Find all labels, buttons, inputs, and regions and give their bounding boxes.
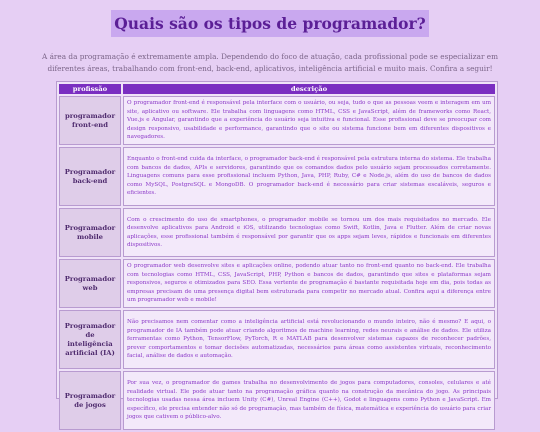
- profession-cell: programador front-end: [59, 96, 121, 145]
- profession-cell: Programador web: [59, 259, 121, 308]
- description-cell: Com o crescimento do uso de smartphones, o programador mobile se tornou um dos mais requisitados no mercado. Ele desenvolve aplicativos para Android e iOS, utilizando tecnologias como Swift, Kotlin, Java e Flutter. Além de criar novas aplicações, esse profissional também é responsável por garantir que os apps sejam leves, rápidos e funcionais em diferentes dispositivos.: [123, 208, 495, 257]
- description-cell: O programador front-end é responsável pela interface com o usuário, ou seja, tudo o que as pessoas veem e interagem em um site, aplicativo ou software. Ele trabalha com linguagens como HTML, CSS e JavaScript, além de frameworks como React, Vue.js e Angular, garantindo que a experiência do usuário seja intuitiva e funcional. Esse profissional deve se preocupar com design responsivo, usabilidade e performance, garantindo que o site ou sistema funcione bem em diferentes dispositivos e navegadores.: [123, 96, 495, 145]
- table-row: [59, 371, 495, 430]
- description-cell: Enquanto o front-end cuida da interface, o programador back-end é responsável pela estrutura interna do sistema. Ele trabalha com bancos de dados, APIs e servidores, garantindo que os comandos dados pelo usuário sejam processados corretamente. Linguagens comuns para esse profissional incluem Python, Java, PHP, Ruby, C# e Node.js, além do uso de bancos de dados como MySQL, PostgreSQL e MongoDB. O programador back-end é necessário para criar sistemas escaláveis, seguros e eficientes.: [123, 147, 495, 206]
- description-cell: Não precisamos nem comentar como a inteligência artificial está revolucionando o mundo inteiro, não é mesmo? E aqui, o programador de IA também pode atuar criando algoritmos de machine learning, redes neurais e análise de dados. Ele utiliza ferramentas como Python, TensorFlow, PyTorch, R e MATLAB para desenvolver sistemas capazes de reconhecer padrões, prever comportamentos e tomar decisões automatizadas, necessários para áreas como assistentes virtuais, reconhecimento facial, análise de dados e automação.: [123, 310, 495, 369]
- table-row: [59, 208, 495, 257]
- profession-cell: Programador back-end: [59, 147, 121, 206]
- column-header-profissao: profissão: [59, 84, 121, 94]
- description-cell: O programador web desenvolve sites e aplicações online, podendo atuar tanto no front-end quanto no back-end. Ele trabalha com tecnologias como HTML, CSS, JavaScript, PHP, Python e bancos de dados, garantindo que sites e plataformas sejam responsivos, seguros e otimizados para SEO. Essa vertente de programação é bastante requisitada hoje em dia, pois todas as empresas precisam de uma presença digital bem estruturada para competir no mercado atual. Confira aqui a diferença entre um programador web e mobile!: [123, 259, 495, 308]
- table-row: [59, 259, 495, 308]
- profession-cell: Programador de inteligência artificial (IA): [59, 310, 121, 369]
- professions-table: [56, 81, 498, 421]
- profession-cell: Programador de jogos: [59, 371, 121, 430]
- title-banner: [111, 10, 429, 37]
- page-title: Quais são os tipos de programador?: [114, 14, 426, 33]
- intro-paragraph: A área da programação é extremamente ampla. Dependendo do foco de atuação, cada profissional pode se especializar em diferentes áreas, trabalhando com front-end, back-end, aplicativos, inteligência artificial e muito mais. Confira a seguir!: [41, 52, 498, 74]
- table-header-row: [59, 84, 495, 94]
- profession-cell: Programador mobile: [59, 208, 121, 257]
- description-cell: Por sua vez, o programador de games trabalha no desenvolvimento de jogos para computadores, consoles, celulares e até realidade virtual. Ele pode atuar tanto na programação gráfica quanto na construção da mecânica do jogo. As principais tecnologias usadas nessa área incluem Unity (C#), Unreal Engine (C++), Godot e linguagens como Python e JavaScript. Em específico, ele precisa entender não só de programação, mas também de física, matemática e experiência do usuário para criar jogos que cativem o público-alvo.: [123, 371, 495, 430]
- table-row: [59, 310, 495, 369]
- table-row: [59, 96, 495, 145]
- table-row: [59, 147, 495, 206]
- column-header-descricao: descrição: [123, 84, 495, 94]
